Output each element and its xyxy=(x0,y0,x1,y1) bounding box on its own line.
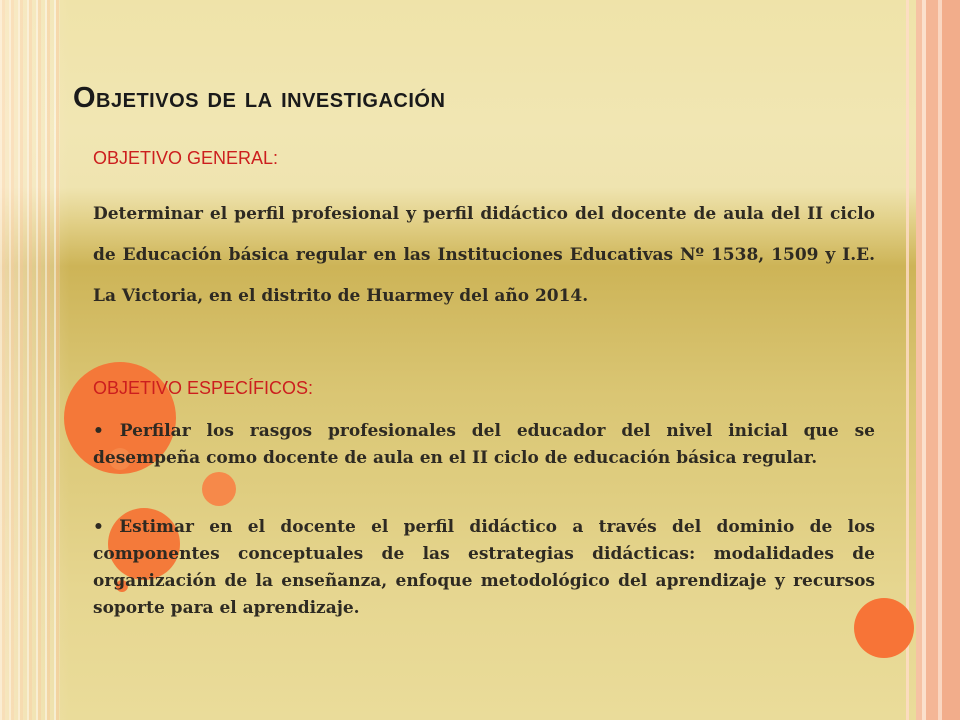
decorative-circle-small xyxy=(202,472,236,506)
specific-objective-text: Estimar en el docente el perfil didáctico a través del dominio de los componentes conceptuales de las estrategias didácticas: modalidades de organización de la enseñanza, enfoque metodológico del aprendizaje y recursos soporte para el aprendizaje. xyxy=(93,517,876,618)
left-fade-decoration xyxy=(0,0,70,720)
general-objective-heading: OBJETIVO GENERAL: xyxy=(93,148,279,168)
bullet-icon: • xyxy=(93,517,104,537)
general-objective-text: Determinar el perfil profesional y perfil didáctico del docente de aula del II ciclo de Educación básica regular en las Instituciones Educativas Nº 1538, 1509 y I.E. La Victoria, en el distrito de Huarmey del año 2014. xyxy=(93,204,875,306)
specific-objective-text: Perfilar los rasgos profesionales del educador del nivel inicial que se desempeña como docente de aula en el II ciclo de educación básica regular. xyxy=(93,421,875,468)
specific-objectives-heading: OBJETIVO ESPECÍFICOS: xyxy=(93,378,314,398)
bullet-icon: • xyxy=(93,421,104,441)
slide-title: Objetivos de la investigación xyxy=(73,82,446,114)
specific-objective-item xyxy=(93,514,875,622)
specific-objective-item xyxy=(93,418,875,472)
right-band-decoration xyxy=(916,0,960,720)
